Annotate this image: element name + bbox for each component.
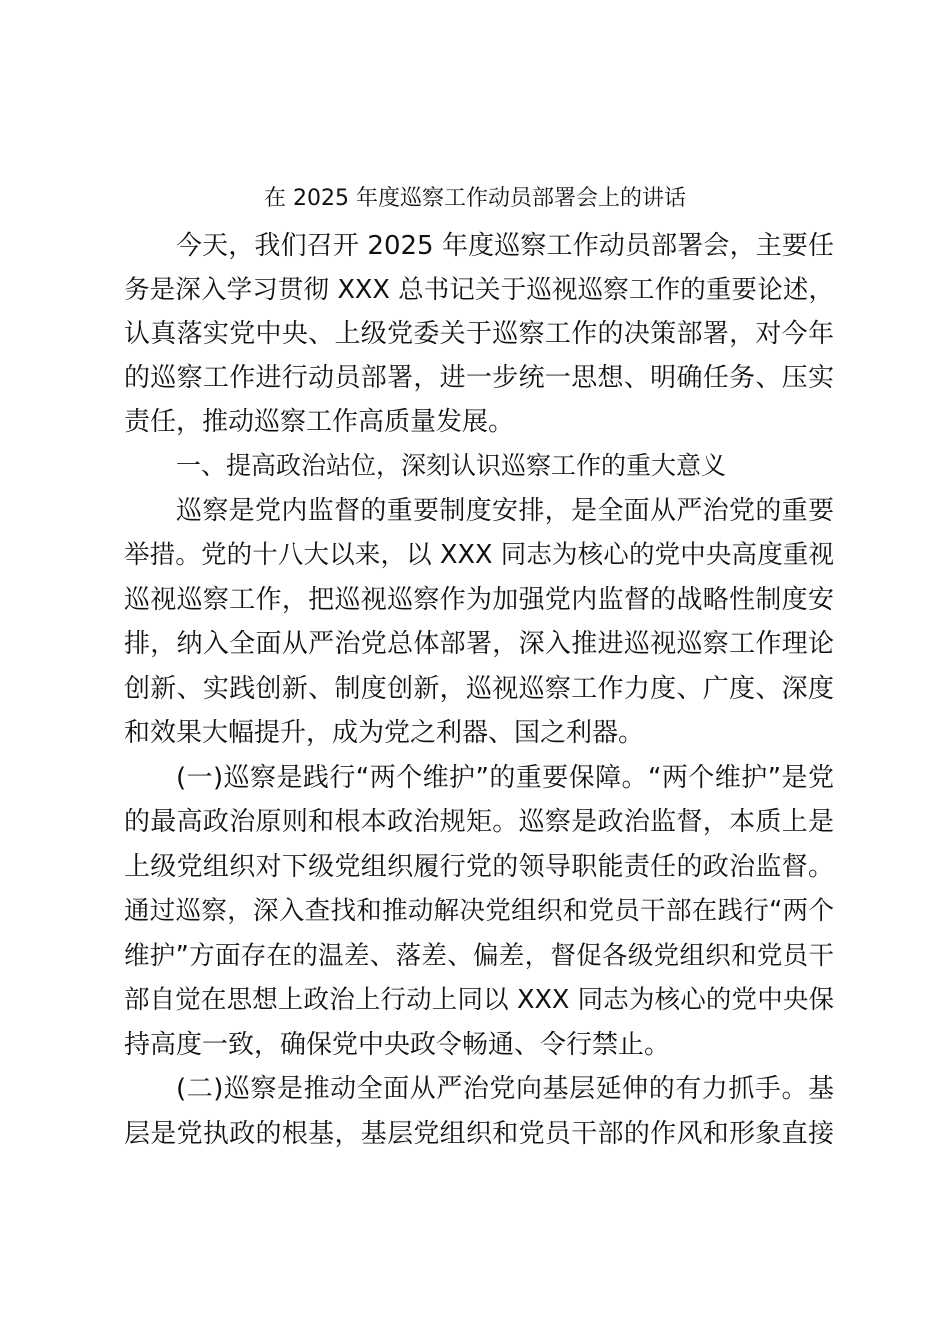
section-heading: 一、提高政治站位，深刻认识巡察工作的重大意义 xyxy=(176,451,727,480)
paragraph-line: 的最高政治原则和根本政治规矩。巡察是政治监督，本质上是 xyxy=(124,807,834,837)
document-title: 在 2025 年度巡察工作动员部署会上的讲话 xyxy=(264,186,686,211)
paragraph-line: 部自觉在思想上政治上行动上同以 XXX 同志为核心的党中央保 xyxy=(124,985,834,1015)
paragraph-line: 务是深入学习贯彻 XXX 总书记关于巡视巡察工作的重要论述， xyxy=(124,275,834,305)
paragraph-line: 认真落实党中央、上级党委关于巡察工作的决策部署，对今年 xyxy=(124,319,834,349)
paragraph-line: (二)巡察是推动全面从严治党向基层延伸的有力抓手。基 xyxy=(176,1074,834,1104)
paragraph-line: 的巡察工作进行动员部署，进一步统一思想、明确任务、压实 xyxy=(124,363,834,393)
paragraph-line: 创新、实践创新、制度创新，巡视巡察工作力度、广度、深度 xyxy=(124,674,834,704)
paragraph-line: 通过巡察，深入查找和推动解决党组织和党员干部在践行“两个 xyxy=(124,896,834,926)
paragraph-line: 今天，我们召开 2025 年度巡察工作动员部署会，主要任 xyxy=(176,231,834,261)
paragraph-line: 责任，推动巡察工作高质量发展。 xyxy=(124,407,515,437)
paragraph-line: 持高度一致，确保党中央政令畅通、令行禁止。 xyxy=(124,1030,671,1060)
paragraph-line: 层是党执政的根基，基层党组织和党员干部的作风和形象直接 xyxy=(124,1119,834,1149)
paragraph-line: 巡察是党内监督的重要制度安排，是全面从严治党的重要 xyxy=(176,496,834,526)
paragraph-line: 维护”方面存在的温差、落差、偏差，督促各级党组织和党员干 xyxy=(124,941,834,971)
paragraph-line: 举措。党的十八大以来，以 XXX 同志为核心的党中央高度重视 xyxy=(124,540,834,570)
paragraph-line: 巡视巡察工作，把巡视巡察作为加强党内监督的战略性制度安 xyxy=(124,585,834,615)
paragraph-line: (一)巡察是践行“两个维护”的重要保障。“两个维护”是党 xyxy=(176,763,834,793)
paragraph-line: 排，纳入全面从严治党总体部署，深入推进巡视巡察工作理论 xyxy=(124,629,834,659)
paragraph-line: 和效果大幅提升，成为党之利器、国之利器。 xyxy=(124,718,645,748)
paragraph-line: 上级党组织对下级党组织履行党的领导职能责任的政治监督。 xyxy=(124,852,834,882)
